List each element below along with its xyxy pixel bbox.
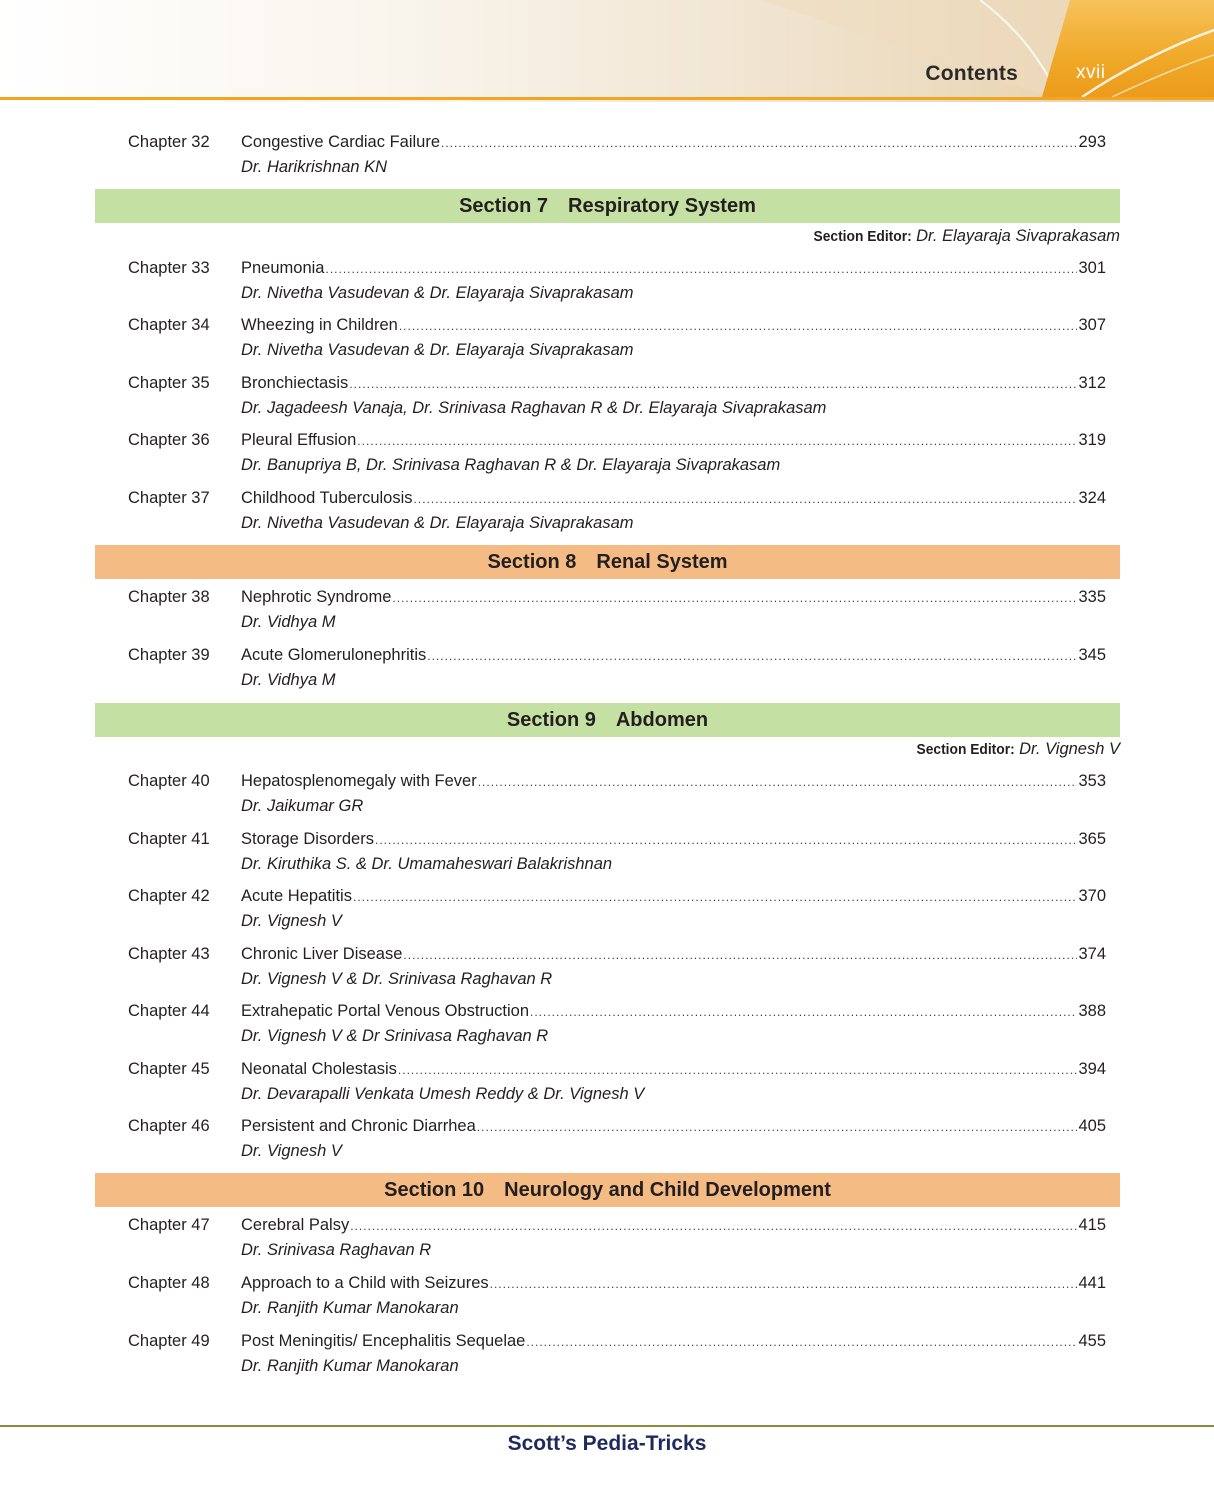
chapter-number: Chapter 40 (128, 772, 210, 790)
chapter-page: 365 (1078, 830, 1106, 848)
chapter-page: 353 (1078, 772, 1106, 790)
section-editor-name: Dr. Vignesh V (1019, 740, 1120, 758)
chapter-author: Dr. Nivetha Vasudevan & Dr. Elayaraja Sivaprakasam (241, 284, 634, 302)
chapter-title: Pneumonia (241, 259, 325, 277)
chapter-number: Chapter 44 (128, 1002, 210, 1020)
chapter-number: Chapter 37 (128, 489, 210, 507)
chapter-author: Dr. Nivetha Vasudevan & Dr. Elayaraja Sivaprakasam (241, 514, 634, 532)
dot-leader (399, 319, 1078, 333)
toc-entry[interactable] (128, 133, 1106, 185)
chapter-author: Dr. Harikrishnan KN (241, 158, 388, 176)
chapter-author: Dr. Vignesh V (241, 912, 342, 930)
chapter-page: 405 (1078, 1117, 1106, 1135)
chapter-title: Extrahepatic Portal Venous Obstruction (241, 1002, 529, 1020)
section-name: Neurology and Child Development (504, 1178, 831, 1201)
section-name: Renal System (596, 550, 728, 573)
chapter-title: Wheezing in Children (241, 316, 398, 334)
chapter-author: Dr. Vidhya M (241, 671, 336, 689)
chapter-title: Neonatal Cholestasis (241, 1060, 397, 1078)
section-editor (908, 740, 1120, 759)
chapter-title: Approach to a Child with Seizures (241, 1274, 489, 1292)
toc-entry[interactable] (128, 887, 1106, 939)
chapter-title: Bronchiectasis (241, 374, 349, 392)
header-swoosh-decoration (0, 0, 1214, 97)
section-editor-label: Section Editor: (813, 228, 912, 245)
section-header (95, 1173, 1120, 1207)
chapter-title: Congestive Cardiac Failure (241, 133, 441, 151)
section-editor-label: Section Editor: (916, 741, 1015, 758)
header-rule (0, 97, 1214, 100)
chapter-title: Pleural Effusion (241, 431, 357, 449)
chapter-number: Chapter 35 (128, 374, 210, 392)
chapter-number: Chapter 42 (128, 887, 210, 905)
chapter-author: Dr. Vidhya M (241, 613, 336, 631)
chapter-number: Chapter 45 (128, 1060, 210, 1078)
section-header (95, 703, 1120, 737)
toc-entry[interactable] (128, 830, 1106, 882)
chapter-author: Dr. Nivetha Vasudevan & Dr. Elayaraja Sivaprakasam (241, 341, 634, 359)
toc-entry[interactable] (128, 489, 1106, 541)
chapter-page: 394 (1078, 1060, 1106, 1078)
chapter-page: 293 (1078, 133, 1106, 151)
footer-book-title: Scott’s Pedia-Tricks (507, 1432, 707, 1455)
chapter-author: Dr. Vignesh V & Dr. Srinivasa Raghavan R (241, 970, 553, 988)
toc-entry[interactable] (128, 646, 1106, 698)
dot-leader (427, 649, 1077, 663)
chapter-number: Chapter 38 (128, 588, 210, 606)
dot-leader (530, 1005, 1077, 1019)
chapter-author: Dr. Devarapalli Venkata Umesh Reddy & Dr. Vignesh V (241, 1085, 645, 1103)
section-label: Section 8 (487, 550, 577, 573)
chapter-page: 307 (1078, 316, 1106, 334)
section-header (95, 189, 1120, 223)
chapter-title: Persistent and Chronic Diarrhea (241, 1117, 476, 1135)
chapter-number: Chapter 46 (128, 1117, 210, 1135)
page-header (0, 0, 1214, 102)
chapter-page: 324 (1078, 489, 1106, 507)
chapter-number: Chapter 49 (128, 1332, 210, 1350)
chapter-page: 319 (1078, 431, 1106, 449)
tab-swoosh-decoration (1042, 0, 1214, 97)
chapter-number: Chapter 34 (128, 316, 210, 334)
chapter-title: Acute Glomerulonephritis (241, 646, 427, 664)
section-label: Section 10 (384, 1178, 485, 1201)
chapter-author: Dr. Vignesh V (241, 1142, 342, 1160)
chapter-title: Childhood Tuberculosis (241, 489, 413, 507)
dot-leader (392, 591, 1077, 605)
chapter-author: Dr. Ranjith Kumar Manokaran (241, 1299, 459, 1317)
chapter-author: Dr. Banupriya B, Dr. Srinivasa Raghavan R & Dr. Elayaraja Sivaprakasam (241, 456, 781, 474)
chapter-author: Dr. Jagadeesh Vanaja, Dr. Srinivasa Raghavan R & Dr. Elayaraja Sivaprakasam (241, 399, 827, 417)
toc-entry[interactable] (128, 1060, 1106, 1112)
chapter-author: Dr. Ranjith Kumar Manokaran (241, 1357, 459, 1375)
chapter-author: Dr. Kiruthika S. & Dr. Umamaheswari Balakrishnan (241, 855, 613, 873)
toc-entry[interactable] (128, 945, 1106, 997)
chapter-author: Dr. Srinivasa Raghavan R (241, 1241, 432, 1259)
footer-rule (0, 1425, 1214, 1427)
header-title: Contents (925, 62, 1018, 85)
toc-entry[interactable] (128, 1002, 1106, 1054)
chapter-author: Dr. Jaikumar GR (241, 797, 364, 815)
dot-leader (357, 434, 1077, 448)
chapter-number: Chapter 47 (128, 1216, 210, 1234)
dot-leader (490, 1277, 1078, 1291)
toc-entry[interactable] (128, 316, 1106, 368)
chapter-page: 335 (1078, 588, 1106, 606)
chapter-page: 455 (1078, 1332, 1106, 1350)
chapter-title: Nephrotic Syndrome (241, 588, 392, 606)
dot-leader (414, 492, 1078, 506)
dot-leader (526, 1335, 1077, 1349)
dot-leader (403, 948, 1077, 962)
toc-entry[interactable] (128, 1117, 1106, 1169)
chapter-page: 441 (1078, 1274, 1106, 1292)
section-editor-name: Dr. Elayaraja Sivaprakasam (916, 227, 1120, 245)
chapter-page: 374 (1078, 945, 1106, 963)
dot-leader (477, 1120, 1078, 1134)
chapter-page: 415 (1078, 1216, 1106, 1234)
chapter-number: Chapter 39 (128, 646, 210, 664)
toc-entry[interactable] (128, 1274, 1106, 1326)
chapter-page: 345 (1078, 646, 1106, 664)
page-number: xvii (1076, 62, 1106, 83)
section-editor (805, 227, 1120, 246)
section-header (95, 545, 1120, 579)
section-label: Section 7 (459, 194, 549, 217)
chapter-title: Acute Hepatitis (241, 887, 352, 905)
dot-leader (350, 1219, 1077, 1233)
chapter-number: Chapter 41 (128, 830, 210, 848)
chapter-number: Chapter 36 (128, 431, 210, 449)
toc-entry[interactable] (128, 1216, 1106, 1268)
chapter-title: Storage Disorders (241, 830, 374, 848)
toc-entry[interactable] (128, 772, 1106, 824)
chapter-title: Post Meningitis/ Encephalitis Sequelae (241, 1332, 526, 1350)
toc-entry[interactable] (128, 1332, 1106, 1384)
chapter-number: Chapter 32 (128, 133, 210, 151)
chapter-page: 388 (1078, 1002, 1106, 1020)
chapter-page: 301 (1078, 259, 1106, 277)
chapter-title: Cerebral Palsy (241, 1216, 350, 1234)
section-label: Section 9 (506, 708, 596, 731)
dot-leader (398, 1063, 1078, 1077)
chapter-number: Chapter 43 (128, 945, 210, 963)
chapter-number: Chapter 33 (128, 259, 210, 277)
section-name: Abdomen (615, 708, 709, 731)
chapter-title: Hepatosplenomegaly with Fever (241, 772, 477, 790)
chapter-page: 370 (1078, 887, 1106, 905)
dot-leader (325, 262, 1077, 276)
toc-entry[interactable] (128, 431, 1106, 483)
toc-entry[interactable] (128, 588, 1106, 640)
dot-leader (375, 833, 1077, 847)
chapter-page: 312 (1078, 374, 1106, 392)
toc-entry[interactable] (128, 374, 1106, 426)
toc-entry[interactable] (128, 259, 1106, 311)
dot-leader (349, 377, 1077, 391)
section-name: Respiratory System (568, 194, 756, 217)
dot-leader (478, 775, 1078, 789)
dot-leader (441, 136, 1077, 150)
dot-leader (353, 890, 1077, 904)
chapter-title: Chronic Liver Disease (241, 945, 403, 963)
chapter-number: Chapter 48 (128, 1274, 210, 1292)
chapter-author: Dr. Vignesh V & Dr Srinivasa Raghavan R (241, 1027, 549, 1045)
